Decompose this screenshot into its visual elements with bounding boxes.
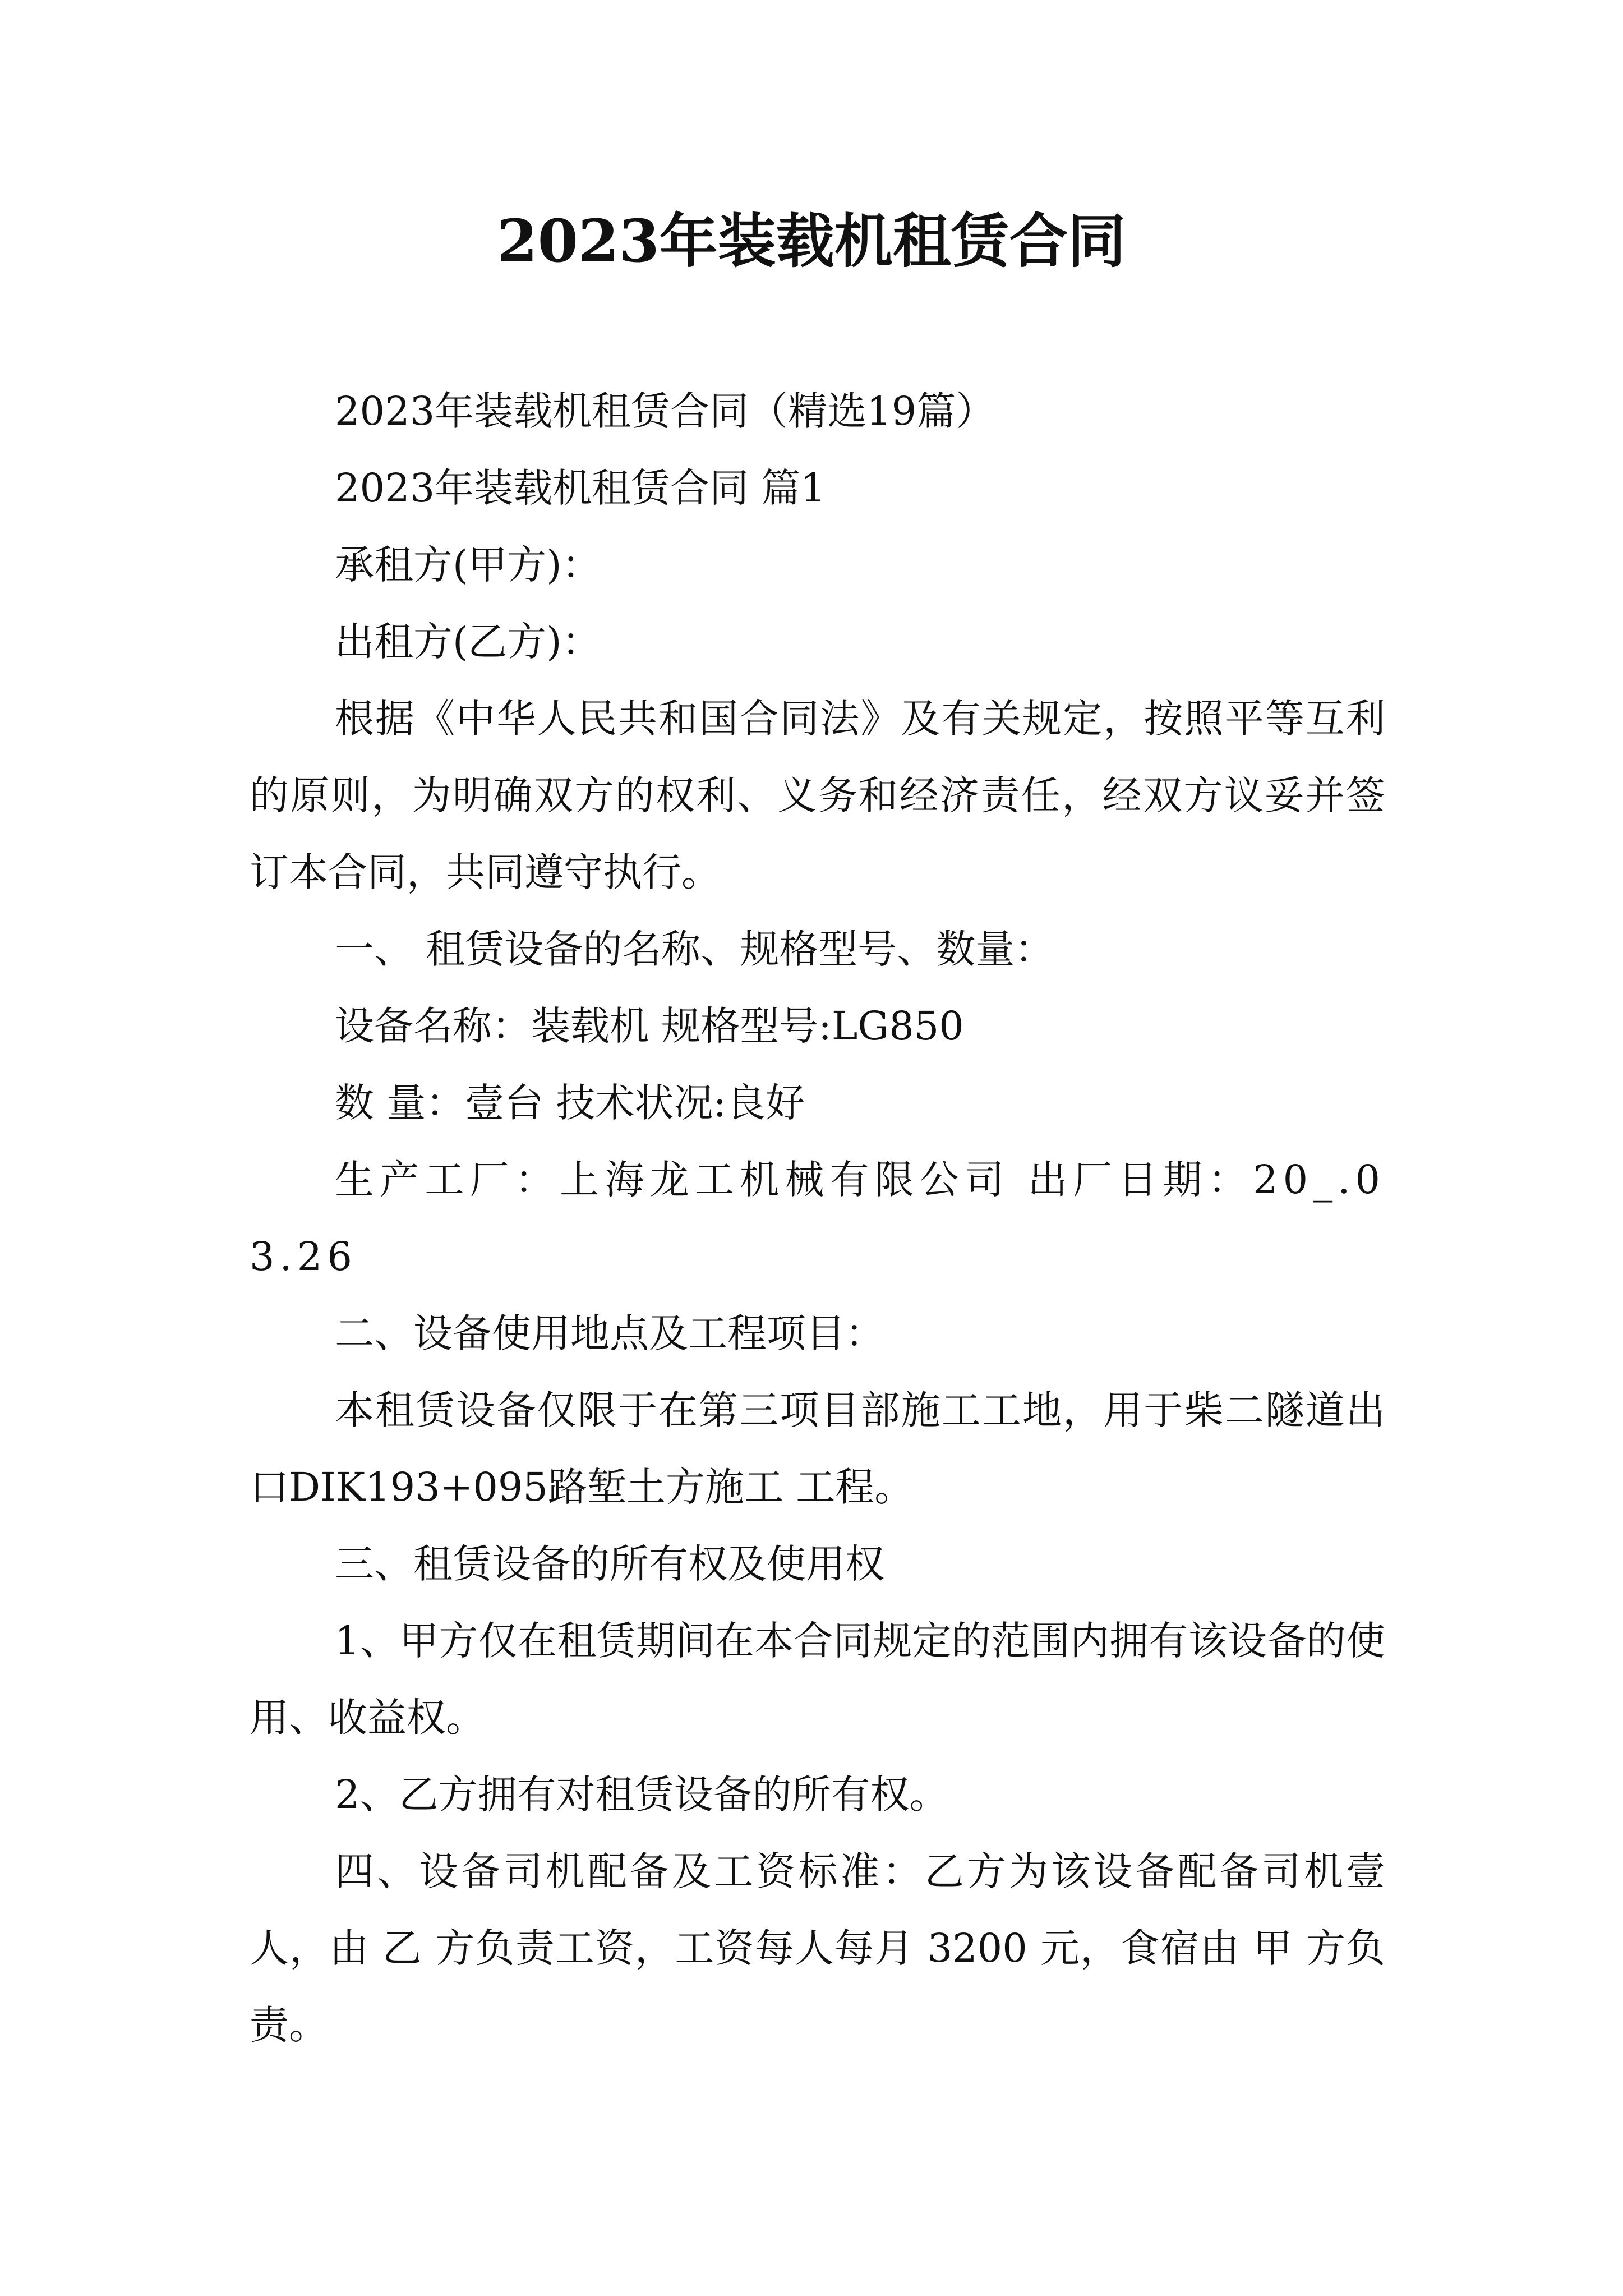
paragraph-subtitle: 2023年装载机租赁合同（精选19篇） <box>335 388 995 434</box>
paragraph-clause-2-heading: 二、设备使用地点及工程项目： <box>335 1310 884 1356</box>
paragraph-section-heading: 2023年装载机租赁合同 篇1 <box>335 465 826 511</box>
paragraph-clause-3-item-2: 2、乙方拥有对租赁设备的所有权。 <box>335 1772 949 1818</box>
paragraph-usage-location: 本租赁设备仅限于在第三项目部施工工地，用于柴二隧道出口DIK193+095路堑土方施工 工程。 <box>250 1387 1385 1510</box>
paragraph-quantity: 数 量：壹台 技术状况:良好 <box>335 1080 805 1126</box>
paragraph-manufacturer: 生产工厂：上海龙工机械有限公司 出厂日期：20_.03.26 <box>250 1157 1385 1280</box>
paragraph-clause-4: 四、设备司机配备及工资标准：乙方为该设备配备司机壹 人，由 乙 方负责工资，工资每人每月 3200 元，食宿由 甲 方负责。 <box>250 1848 1385 2048</box>
paragraph-lessor: 出租方(乙方)： <box>335 619 601 665</box>
document-body <box>250 373 1385 2064</box>
paragraph-preamble: 根据《中华人民共和国合同法》及有关规定，按照平等互利的原则，为明确双方的权利、义务和经济责任，经双方议妥并签订本合同，共同遵守执行。 <box>250 696 1385 895</box>
paragraph-equipment-name: 设备名称：装载机 规格型号:LG850 <box>335 1003 964 1049</box>
paragraph-lessee: 承租方(甲方)： <box>335 542 601 588</box>
paragraph-clause-3-item-1: 1、甲方仅在租赁期间在本合同规定的范围内拥有该设备的使用、收益权。 <box>250 1618 1385 1741</box>
document-title: 2023年装载机租赁合同 <box>497 206 1126 275</box>
paragraph-clause-1-heading: 一、 租赁设备的名称、规格型号、数量： <box>335 926 1054 972</box>
paragraph-clause-3-heading: 三、租赁设备的所有权及使用权 <box>335 1541 884 1587</box>
